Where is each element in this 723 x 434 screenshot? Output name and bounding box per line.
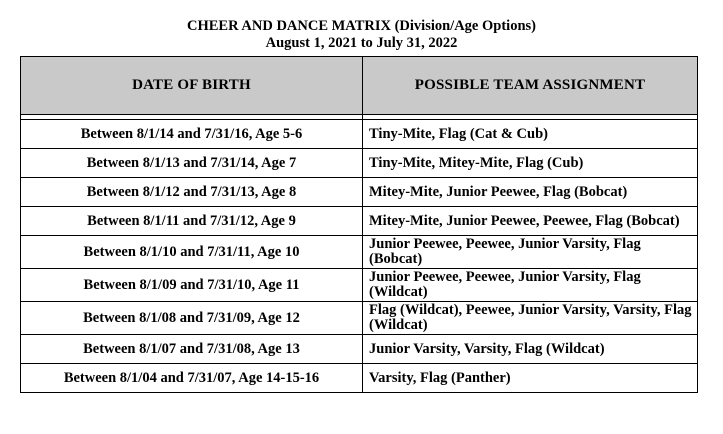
division-age-matrix-table: [20, 56, 698, 393]
table-row: [21, 335, 698, 364]
team-assignment-cell: Mitey-Mite, Junior Peewee, Peewee, Flag (Bobcat): [363, 207, 698, 236]
table-row: [21, 120, 698, 149]
date-of-birth-cell: Between 8/1/12 and 7/31/13, Age 8: [21, 178, 363, 207]
date-of-birth-cell: Between 8/1/13 and 7/31/14, Age 7: [21, 149, 363, 178]
date-of-birth-cell: Between 8/1/04 and 7/31/07, Age 14-15-16: [21, 364, 363, 393]
table-row: [21, 302, 698, 335]
date-of-birth-cell: Between 8/1/10 and 7/31/11, Age 10: [21, 236, 363, 269]
table-row: [21, 178, 698, 207]
team-assignment-cell: Tiny-Mite, Flag (Cat & Cub): [363, 120, 698, 149]
column-header-date-of-birth: DATE OF BIRTH: [21, 57, 363, 115]
team-assignment-cell: Junior Peewee, Peewee, Junior Varsity, Flag (Wildcat): [363, 269, 698, 302]
team-assignment-cell: Flag (Wildcat), Peewee, Junior Varsity, Varsity, Flag (Wildcat): [363, 302, 698, 335]
team-assignment-cell: Mitey-Mite, Junior Peewee, Flag (Bobcat): [363, 178, 698, 207]
table-row: [21, 236, 698, 269]
date-of-birth-cell: Between 8/1/11 and 7/31/12, Age 9: [21, 207, 363, 236]
team-assignment-cell: Junior Varsity, Varsity, Flag (Wildcat): [363, 335, 698, 364]
table-row: [21, 364, 698, 393]
date-of-birth-cell: Between 8/1/08 and 7/31/09, Age 12: [21, 302, 363, 335]
team-assignment-cell: Varsity, Flag (Panther): [363, 364, 698, 393]
date-of-birth-cell: Between 8/1/14 and 7/31/16, Age 5-6: [21, 120, 363, 149]
date-of-birth-cell: Between 8/1/09 and 7/31/10, Age 11: [21, 269, 363, 302]
document-subtitle: August 1, 2021 to July 31, 2022: [265, 35, 458, 51]
document-heading: [0, 18, 723, 52]
table-row: [21, 269, 698, 302]
team-assignment-cell: Tiny-Mite, Mitey-Mite, Flag (Cub): [363, 149, 698, 178]
column-header-team-assignment: POSSIBLE TEAM ASSIGNMENT: [363, 57, 698, 115]
team-assignment-cell: Junior Peewee, Peewee, Junior Varsity, Flag (Bobcat): [363, 236, 698, 269]
document-title: CHEER AND DANCE MATRIX (Division/Age Options): [187, 18, 536, 34]
table-header-row: [21, 57, 698, 115]
date-of-birth-cell: Between 8/1/07 and 7/31/08, Age 13: [21, 335, 363, 364]
table-row: [21, 149, 698, 178]
table-row: [21, 207, 698, 236]
